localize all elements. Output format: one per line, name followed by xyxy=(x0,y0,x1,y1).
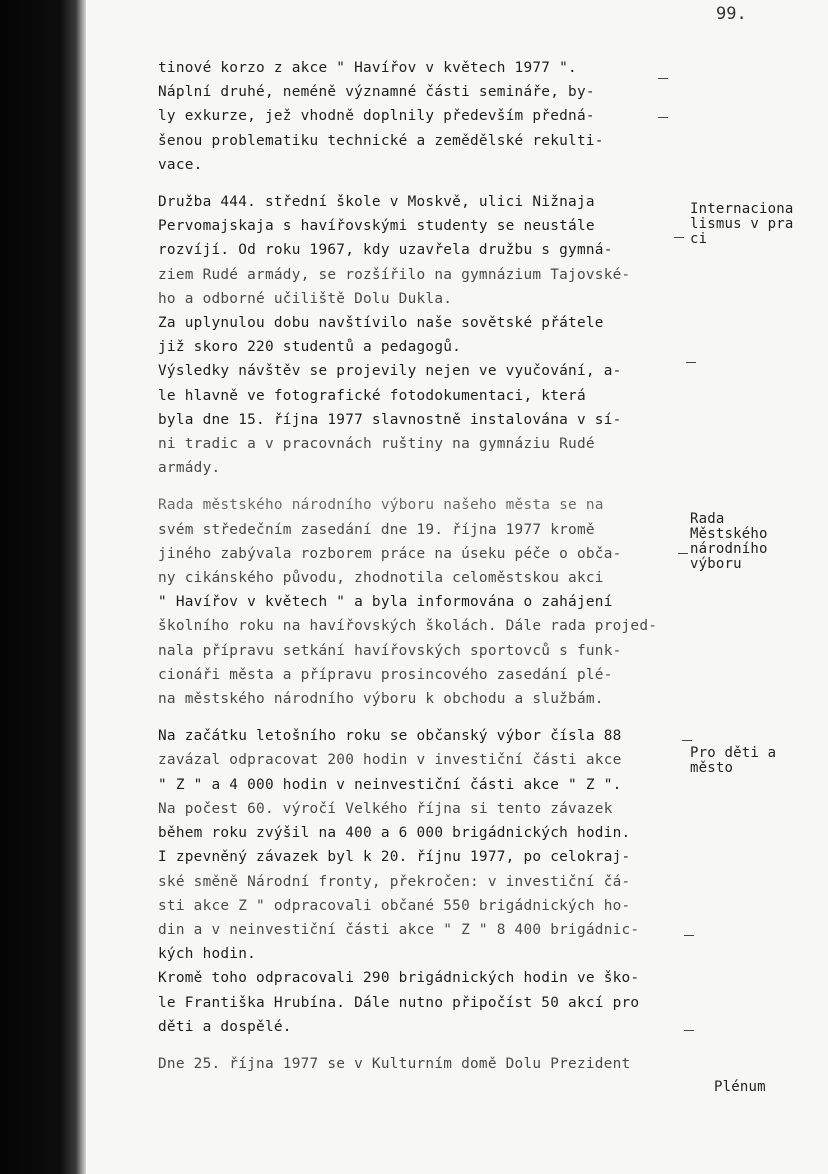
text-line: děti a dospělé. xyxy=(158,1018,292,1035)
text-line: během roku zvýšil na 400 a 6 000 brigádnických hodin. xyxy=(158,825,631,842)
text-line: byla dne 15. října 1977 slavnostně instalována v sí- xyxy=(158,411,622,428)
page-number: 99. xyxy=(716,4,747,24)
paragraph-druzba xyxy=(158,190,698,480)
text-line: Družba 444. střední škole v Moskvě, ulici Nižnaja xyxy=(158,194,595,211)
margin-dash xyxy=(678,553,688,554)
text-line: vace. xyxy=(158,156,203,173)
margin-note-line: výboru xyxy=(690,556,742,572)
text-line: Na počest 60. výročí Velkého října si tento závazek xyxy=(158,800,613,817)
text-line: " Havířov v květech " a byla informována o zahájení xyxy=(158,594,613,611)
margin-note-line: Pro děti a xyxy=(690,745,777,761)
text-line: Pervomajskaja s havířovskými studenty se neustále xyxy=(158,218,595,235)
text-line: ho a odborné učiliště Dolu Dukla. xyxy=(158,290,453,307)
scan-dark-edge xyxy=(0,0,86,1174)
text-line: ny cikánského původu, zhodnotila celoměstskou akci xyxy=(158,570,604,587)
margin-dash xyxy=(686,362,696,363)
margin-note-line: Plénum xyxy=(714,1079,766,1095)
text-line: jiného zabývala rozborem práce na úseku péče o obča- xyxy=(158,545,622,562)
margin-note-line: národního xyxy=(690,541,768,557)
text-line: ni tradic a v pracovnách ruštiny na gymnáziu Rudé xyxy=(158,436,595,453)
margin-dash xyxy=(684,935,694,936)
margin-note-line: lismus v pra xyxy=(690,216,794,232)
text-line: sti akce Z " odpracovali občané 550 brigádnických ho- xyxy=(158,897,631,914)
paragraph-obcansky-vybor xyxy=(158,724,698,1039)
text-line: školního roku na havířovských školách. Dále rada projed- xyxy=(158,618,658,635)
text-line: I zpevněný závazek byl k 20. říjnu 1977, po celokraj- xyxy=(158,849,631,866)
text-line: ly exkurze, jež vhodně doplnily především předná- xyxy=(158,108,595,125)
paragraph-seminar xyxy=(158,56,698,177)
text-line: Na začátku letošního roku se občanský výbor čísla 88 xyxy=(158,728,622,745)
text-line: Výsledky návštěv se projevily nejen ve vyučování, a- xyxy=(158,363,622,380)
text-line: " Z " a 4 000 hodin v neinvestiční části akce " Z ". xyxy=(158,776,622,793)
text-line: ziem Rudé armády, se rozšířilo na gymnázium Tajovské- xyxy=(158,266,631,283)
text-line: svém středečním zasedání dne 19. října 1977 kromě xyxy=(158,521,595,538)
margin-note-pro-deti xyxy=(690,746,776,776)
text-line: Rada městského národního výboru našeho města se na xyxy=(158,497,604,514)
text-line: le hlavně ve fotografické fotodokumentaci, která xyxy=(158,387,586,404)
text-line: šenou problematiku technické a zemědělské rekulti- xyxy=(158,132,604,149)
margin-note-rada xyxy=(690,512,768,572)
text-line: na městského národního výboru k obchodu a službám. xyxy=(158,691,604,708)
margin-dash xyxy=(684,1030,694,1031)
margin-note-line: Městského xyxy=(690,526,768,542)
margin-dash xyxy=(658,78,668,79)
text-line: Kromě toho odpracovali 290 brigádnických hodin ve ško- xyxy=(158,970,640,987)
text-line: armády. xyxy=(158,460,221,477)
text-line: le Františka Hrubína. Dále nutno připočíst 50 akcí pro xyxy=(158,994,640,1011)
text-line: kých hodin. xyxy=(158,946,257,963)
margin-dash xyxy=(682,740,692,741)
text-line: již skoro 220 studentů a pedagogů. xyxy=(158,339,462,356)
paragraph-plenum xyxy=(158,1052,698,1076)
document-page xyxy=(86,0,828,1174)
text-line: Dne 25. října 1977 se v Kulturním domě Dolu Prezident xyxy=(158,1055,631,1072)
margin-dash xyxy=(658,117,668,118)
margin-note-line: ci xyxy=(690,231,708,247)
margin-note-plenum xyxy=(714,1080,766,1095)
text-line: Za uplynulou dobu navštívilo naše sovětské přátele xyxy=(158,315,604,332)
margin-note-line: město xyxy=(690,760,734,776)
margin-dash xyxy=(674,237,684,238)
text-line: cionáři města a přípravu prosincového zasedání plé- xyxy=(158,666,613,683)
paragraph-rada xyxy=(158,493,698,711)
margin-note-internacionalismus xyxy=(690,202,794,247)
text-line: Náplní druhé, neméně významné části semináře, by- xyxy=(158,84,595,101)
margin-note-line: Rada xyxy=(690,511,725,527)
main-text xyxy=(158,56,698,1089)
text-line: din a v neinvestiční části akce " Z " 8 400 brigádnic- xyxy=(158,921,640,938)
text-line: nala přípravu setkání havířovských sportovců s funk- xyxy=(158,642,622,659)
text-line: rozvíjí. Od roku 1967, kdy uzavřela družbu s gymná- xyxy=(158,242,613,259)
text-line: ské směně Národní fronty, překročen: v investiční čá- xyxy=(158,873,631,890)
text-line: tinové korzo z akce " Havířov v květech 1977 ". xyxy=(158,60,577,76)
margin-note-line: Internaciona xyxy=(690,201,794,217)
text-line: zavázal odpracovat 200 hodin v investiční části akce xyxy=(158,752,622,769)
